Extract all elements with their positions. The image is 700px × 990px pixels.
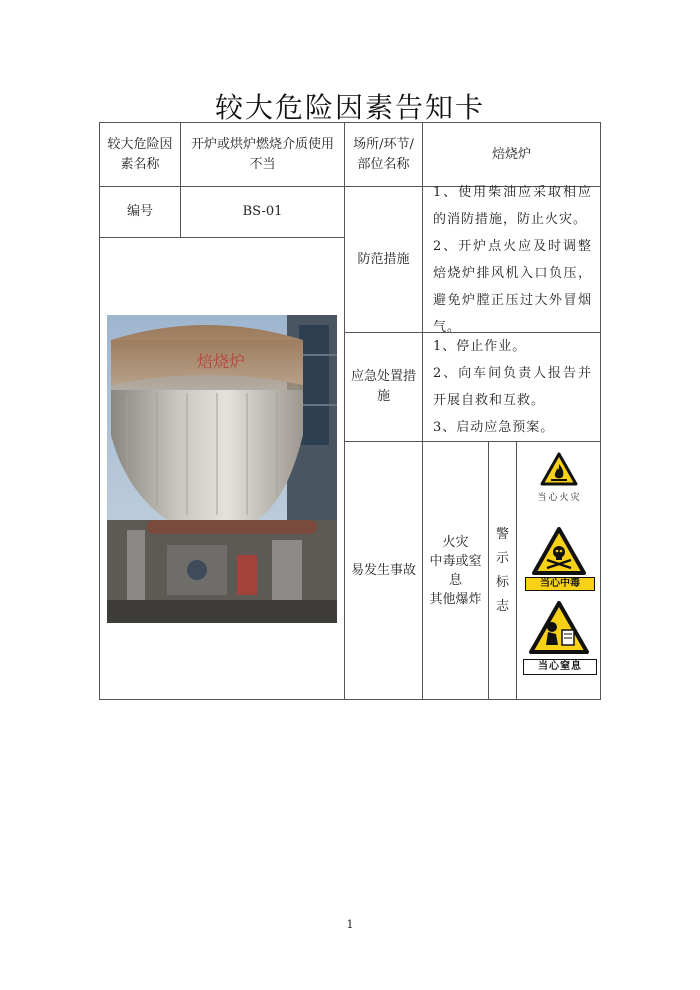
emergency-item: 3、启动应急预案。 (433, 420, 555, 435)
warning-label-char: 标 (495, 574, 509, 590)
warning-label (488, 441, 517, 700)
prevention-item: 1、使用柴油应采取相应的消防措施，防止火灾。 (433, 184, 592, 227)
hazard-name-value: 开炉或烘炉燃烧介质使用不当 (180, 122, 345, 187)
accident-item: 中毒或窒息 (429, 553, 482, 588)
warning-label-char: 示 (495, 550, 509, 566)
location-value: 焙烧炉 (422, 122, 601, 187)
prevention-item: 2、开炉点火应及时调整焙烧炉排风机入口负压，避免炉膛正压过大外冒烟气。 (433, 238, 592, 335)
prevention-label: 防范措施 (344, 186, 423, 333)
photo-label: 焙烧炉 (197, 352, 246, 371)
page-title: 较大危险因素告知卡 (214, 91, 485, 124)
warning-label-char: 警 (495, 526, 509, 542)
fire-warning-icon (540, 452, 578, 486)
accident-label: 易发生事故 (344, 441, 423, 700)
poison-warning-icon (531, 526, 587, 576)
warning-signs (516, 441, 601, 700)
emergency-list (422, 332, 601, 442)
code-label: 编号 (99, 186, 181, 238)
page-number: 1 (346, 918, 354, 931)
furnace-photo (107, 315, 337, 623)
prevention-list (422, 186, 601, 333)
suffocation-warning-icon (528, 600, 590, 656)
suffocation-warning-caption: 当心窒息 (523, 659, 597, 675)
emergency-label: 应急处置措施 (344, 332, 423, 442)
hazard-card (99, 122, 601, 700)
location-label: 场所/环节/部位名称 (344, 122, 423, 187)
emergency-item: 2、向车间负责人报告并开展自救和互救。 (433, 366, 592, 408)
fire-warning-caption: 当心火灾 (537, 493, 582, 503)
accident-list (422, 441, 489, 700)
emergency-item: 1、停止作业。 (433, 339, 527, 354)
hazard-name-label: 较大危险因素名称 (99, 122, 181, 187)
poison-warning-caption: 当心中毒 (525, 577, 595, 591)
accident-item: 其他爆炸 (429, 591, 482, 607)
code-value: BS-01 (180, 186, 345, 238)
photo-cell (99, 237, 345, 700)
warning-label-char: 志 (495, 598, 509, 614)
accident-item: 火灾 (442, 534, 469, 550)
